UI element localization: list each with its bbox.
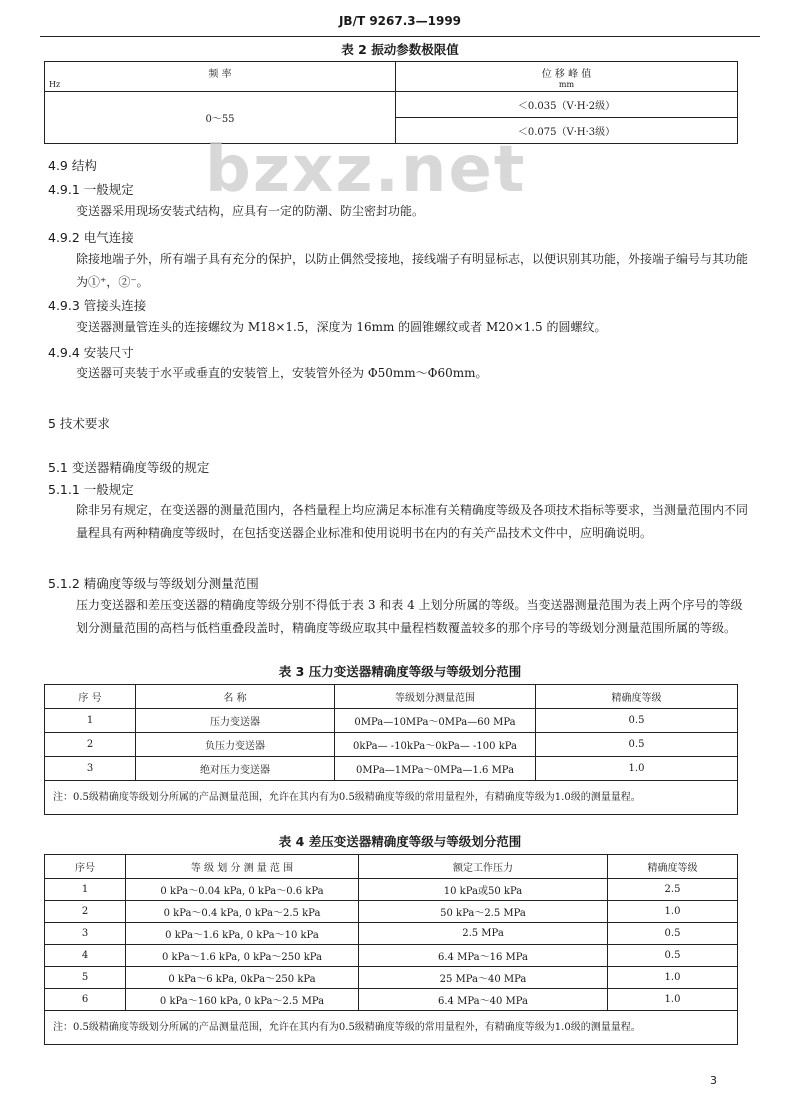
paragraph: 除非另有规定，在变送器的测量范围内，各档量程上均应满足本标准有关精确度等级及各项技术指标等要求，当测量范围内不同量程具有两种精确度等级时，在包括变送器企业标准和使用说明书在内的有关产品技术文件中，应明确说明。 [76, 503, 749, 540]
section-text [48, 248, 752, 294]
table3-cell: 负压力变送器 [136, 733, 335, 757]
table3-header: 名 称 [136, 685, 335, 709]
table4-cell: 3 [45, 923, 126, 945]
table3-header: 序 号 [45, 685, 136, 709]
table3-cell: 0.5 [536, 733, 738, 757]
paragraph: 变送器测量管连头的连接螺纹为 M18×1.5，深度为 16mm 的圆锥螺纹或者 M20×1.5 的圆螺纹。 [76, 320, 607, 334]
section-heading: 5.1 变送器精确度等级的规定 [48, 460, 210, 475]
table2-col2-header [396, 62, 738, 92]
table-row [45, 757, 738, 781]
table4-cell: 2 [45, 901, 126, 923]
table3-header: 等级划分测量范围 [335, 685, 536, 709]
section-heading: 4.9.3 管接头连接 [48, 298, 147, 313]
table4-cell: 1.0 [608, 901, 738, 923]
paragraph: 压力变送器和差压变送器的精确度等级分别不得低于表 3 和表 4 上划分所属的等级。当变送器测量范围为表上两个序号的等级划分测量范围的高档与低档重叠段盖时，精确度等级应取其中量程档数覆盖较多的那个序号的等级划分测量范围所属的等级。 [76, 598, 743, 635]
section-text [48, 362, 752, 385]
table3-cell: 3 [45, 757, 136, 781]
table4-cell: 0 kPa～6 kPa, 0kPa～250 kPa [126, 967, 359, 989]
table4-header: 序号 [45, 855, 126, 879]
table3-note: 注：0.5级精确度等级划分所属的产品测量范围，允许在其内有为0.5级精确度等级的常用量程外，有精确度等级为1.0级的测量量程。 [45, 781, 738, 815]
table4-cell: 25 MPa～40 MPa [359, 967, 608, 989]
table3-header: 精确度等级 [536, 685, 738, 709]
table4-cell: 5 [45, 967, 126, 989]
table2-col2-unit: mm [558, 79, 575, 89]
table4-cell: 6.4 MPa～16 MPa [359, 945, 608, 967]
table2-col2-title: 位 移 峰 值 [541, 68, 592, 80]
standard-header: JB/T 9267.3—1999 [338, 14, 462, 28]
table2-freq-cell: 0～55 [45, 92, 396, 144]
table4-header: 等 级 划 分 测 量 范 围 [126, 855, 359, 879]
table4-cell: 6.4 MPa～40 MPa [359, 989, 608, 1011]
section-heading: 4.9.4 安装尺寸 [48, 345, 134, 360]
table2-row: ＜0.075（V·H·3级） [396, 118, 738, 144]
table4 [44, 854, 738, 1045]
table4-cell: 0.5 [608, 945, 738, 967]
table4-title: 表 4 差压变送器精确度等级与等级划分范围 [278, 834, 522, 849]
table4-cell: 10 kPa或50 kPa [359, 879, 608, 901]
paragraph: 除接地端子外，所有端子具有充分的保护，以防止偶然受接地，接线端子有明显标志，以便识别其功能，外接端子编号与其功能为①⁺，②⁻。 [76, 252, 749, 289]
header-rule [40, 36, 760, 37]
table-row [45, 967, 738, 989]
section-heading: 4.9 结构 [48, 158, 97, 173]
table-row [45, 989, 738, 1011]
table4-cell: 0 kPa～0.4 kPa, 0 kPa～2.5 kPa [126, 901, 359, 923]
table-row [45, 733, 738, 757]
table3-cell: 0kPa— -10kPa～0kPa— -100 kPa [335, 733, 536, 757]
table4-cell: 50 kPa～2.5 MPa [359, 901, 608, 923]
table2 [44, 61, 738, 144]
table3-cell: 1.0 [536, 757, 738, 781]
table4-cell: 0 kPa～0.04 kPa, 0 kPa～0.6 kPa [126, 879, 359, 901]
table4-cell: 2.5 [608, 879, 738, 901]
chapter-heading: 5 技术要求 [48, 416, 110, 431]
section-text [48, 499, 752, 545]
table2-col1-unit: Hz [49, 79, 61, 89]
section-heading: 5.1.1 一般规定 [48, 482, 134, 497]
table4-cell: 0 kPa～1.6 kPa, 0 kPa～250 kPa [126, 945, 359, 967]
table4-cell: 4 [45, 945, 126, 967]
table4-cell: 1 [45, 879, 126, 901]
table4-cell: 0 kPa～1.6 kPa, 0 kPa～10 kPa [126, 923, 359, 945]
table4-cell: 2.5 MPa [359, 923, 608, 945]
table4-cell: 1.0 [608, 989, 738, 1011]
table3-title: 表 3 压力变送器精确度等级与等级划分范围 [278, 664, 522, 679]
table2-title: 表 2 振动参数极限值 [341, 42, 459, 57]
watermark: bzxz.net [205, 133, 527, 207]
table4-cell: 0 kPa～160 kPa, 0 kPa～2.5 MPa [126, 989, 359, 1011]
page-number: 3 [710, 1074, 717, 1087]
table2-col1-title: 频 率 [208, 68, 232, 80]
section-text [48, 200, 752, 223]
table4-cell: 0.5 [608, 923, 738, 945]
section-text [48, 594, 752, 640]
table4-cell: 6 [45, 989, 126, 1011]
table-row [45, 901, 738, 923]
section-text [48, 316, 752, 339]
table3-cell: 压力变送器 [136, 709, 335, 733]
table4-header: 精确度等级 [608, 855, 738, 879]
table4-header: 额定工作压力 [359, 855, 608, 879]
table-row [45, 879, 738, 901]
table4-note: 注：0.5级精确度等级划分所属的产品测量范围，允许在其内有为0.5级精确度等级的常用量程外，有精确度等级为1.0级的测量量程。 [45, 1011, 738, 1045]
table-row [45, 709, 738, 733]
table4-cell: 1.0 [608, 967, 738, 989]
table2-col1-header [45, 62, 396, 92]
table-row [45, 945, 738, 967]
section-heading: 5.1.2 精确度等级与等级划分测量范围 [48, 576, 259, 591]
table-row [45, 923, 738, 945]
table3-cell: 0MPa—10MPa～0MPa—60 MPa [335, 709, 536, 733]
table3-cell: 2 [45, 733, 136, 757]
table3 [44, 684, 738, 815]
section-heading: 4.9.1 一般规定 [48, 182, 134, 197]
table3-cell: 绝对压力变送器 [136, 757, 335, 781]
table3-cell: 1 [45, 709, 136, 733]
paragraph: 变送器采用现场安装式结构，应具有一定的防潮、防尘密封功能。 [76, 204, 425, 218]
paragraph: 变送器可夹装于水平或垂直的安装管上，安装管外径为 Φ50mm～Φ60mm。 [76, 366, 488, 380]
table2-row: ＜0.035（V·H·2级） [396, 92, 738, 118]
table3-cell: 0MPa—1MPa～0MPa—1.6 MPa [335, 757, 536, 781]
section-heading: 4.9.2 电气连接 [48, 230, 134, 245]
table3-cell: 0.5 [536, 709, 738, 733]
